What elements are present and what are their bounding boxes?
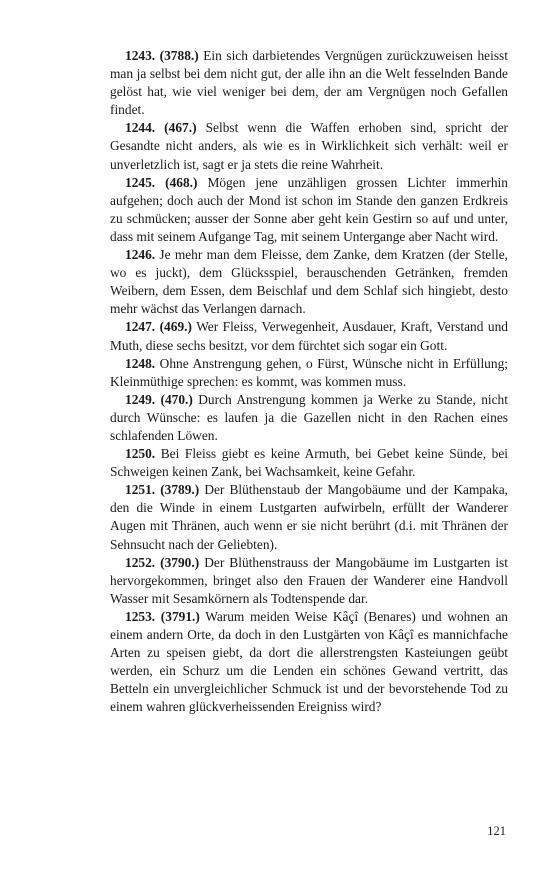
entry-number: 1252. (3790.) <box>125 554 200 570</box>
entry-1252 <box>110 554 508 608</box>
entry-text: Mögen jene unzähligen grossen Lichter immerhin aufgehen; doch auch der Mond ist schon im Stande den ganzen Erdkreis zu schmücken; ausser der Sonne aber geht kein Gestirn so auf und unter, dass mit seinem Aufgange Tag, mit seinem Untergange aber Nacht wird. <box>110 174 508 244</box>
entry-number: 1244. (467.) <box>125 120 197 136</box>
entry-1243 <box>110 47 508 119</box>
entry-1246 <box>110 246 508 318</box>
entry-1251 <box>110 481 508 553</box>
entry-1244 <box>110 119 508 173</box>
entry-text: Je mehr man dem Fleisse, dem Zanke, dem Kratzen (der Stelle, wo es juckt), dem Glücksspiel, berauschenden Getränken, fremden Weibern, dem Essen, dem Beischlaf und dem Schlaf sich hingiebt, desto mehr wächst das Verlangen darnach. <box>110 247 508 317</box>
entry-number: 1253. (3791.) <box>125 608 200 624</box>
entry-number: 1251. (3789.) <box>125 482 200 498</box>
entry-1250 <box>110 445 508 481</box>
entry-number: 1246. <box>125 247 156 263</box>
entry-text: Ohne Anstrengung gehen, o Fürst, Wünsche nicht in Erfüllung; Kleinmüthige sprechen: es kommt, was kommen muss. <box>110 355 508 389</box>
entry-1253 <box>110 608 508 717</box>
entry-text: Durch Anstrengung kommen ja Werke zu Stande, nicht durch Wünsche: es laufen ja die Gazellen nicht in den Rachen eines schlafenden Löwen. <box>110 391 508 443</box>
entry-text: Wer Fleiss, Verwegenheit, Ausdauer, Kraft, Verstand und Muth, diese sechs besitzt, vor dem fürchtet sich sogar ein Gott. <box>110 319 508 353</box>
entry-1248 <box>110 355 508 391</box>
entry-text: Ein sich darbietendes Vergnügen zurückzuweisen heisst man ja selbst bei dem nicht gut, der alle ihn an die Welt fesselnden Bande gelöst hat, wie viel weniger bei dem, der am Vergnügen noch Gefallen findet. <box>110 48 508 118</box>
entry-1245 <box>110 174 508 246</box>
entry-text: Der Blüthenstrauss der Mangobäume im Lustgarten ist hervorgekommen, bringet also den Frauen der Wanderer eine Handvoll Wasser mit Sesamkörnern als Todtenspende dar. <box>110 554 508 606</box>
entry-text: Bei Fleiss giebt es keine Armuth, bei Gebet keine Sünde, bei Schweigen keinen Zank, bei Wachsamkeit, keine Gefahr. <box>110 446 508 480</box>
entry-text: Warum meiden Weise Kâçî (Benares) und wohnen an einem andern Orte, da doch in den Lustgärten von Kâçî es mannichfache Arten zu speisen giebt, da dort die allerstrengsten Kasteiungen geübt werden, ein Schurz um die Lenden ein schönes Gewand vertritt, das Betteln ein unvergleichlicher Schmuck ist und der bevorstehende Tod zu einem wahren glückverheissenden Ereigniss wird? <box>110 608 508 715</box>
entry-number: 1247. (469.) <box>125 319 192 335</box>
entry-text: Der Blüthenstaub der Mangobäume und der Kampaka, den die Winde in einem Lustgarten aufwirbeln, erfüllt der Wanderer Augen mit Thränen, auch wenn er sie nicht berührt (d.i. mit Thränen der Sehnsucht nach der Geliebten). <box>110 482 508 552</box>
entry-1247 <box>110 318 508 354</box>
entry-number: 1250. <box>125 446 156 462</box>
entry-1249 <box>110 391 508 445</box>
entry-number: 1245. (468.) <box>125 174 198 190</box>
entry-number: 1243. (3788.) <box>125 48 199 63</box>
entry-number: 1249. (470.) <box>125 391 193 407</box>
page-number: 121 <box>487 824 506 838</box>
page-text-block <box>110 47 508 716</box>
entry-number: 1248. <box>125 355 156 371</box>
entry-text: Selbst wenn die Waffen erhoben sind, spricht der Gesandte nicht anders, als wie es in Wirklichkeit sich verhält: weil er unverletzlich ist, sagt er ja stets die reine Wahrheit. <box>110 120 508 172</box>
